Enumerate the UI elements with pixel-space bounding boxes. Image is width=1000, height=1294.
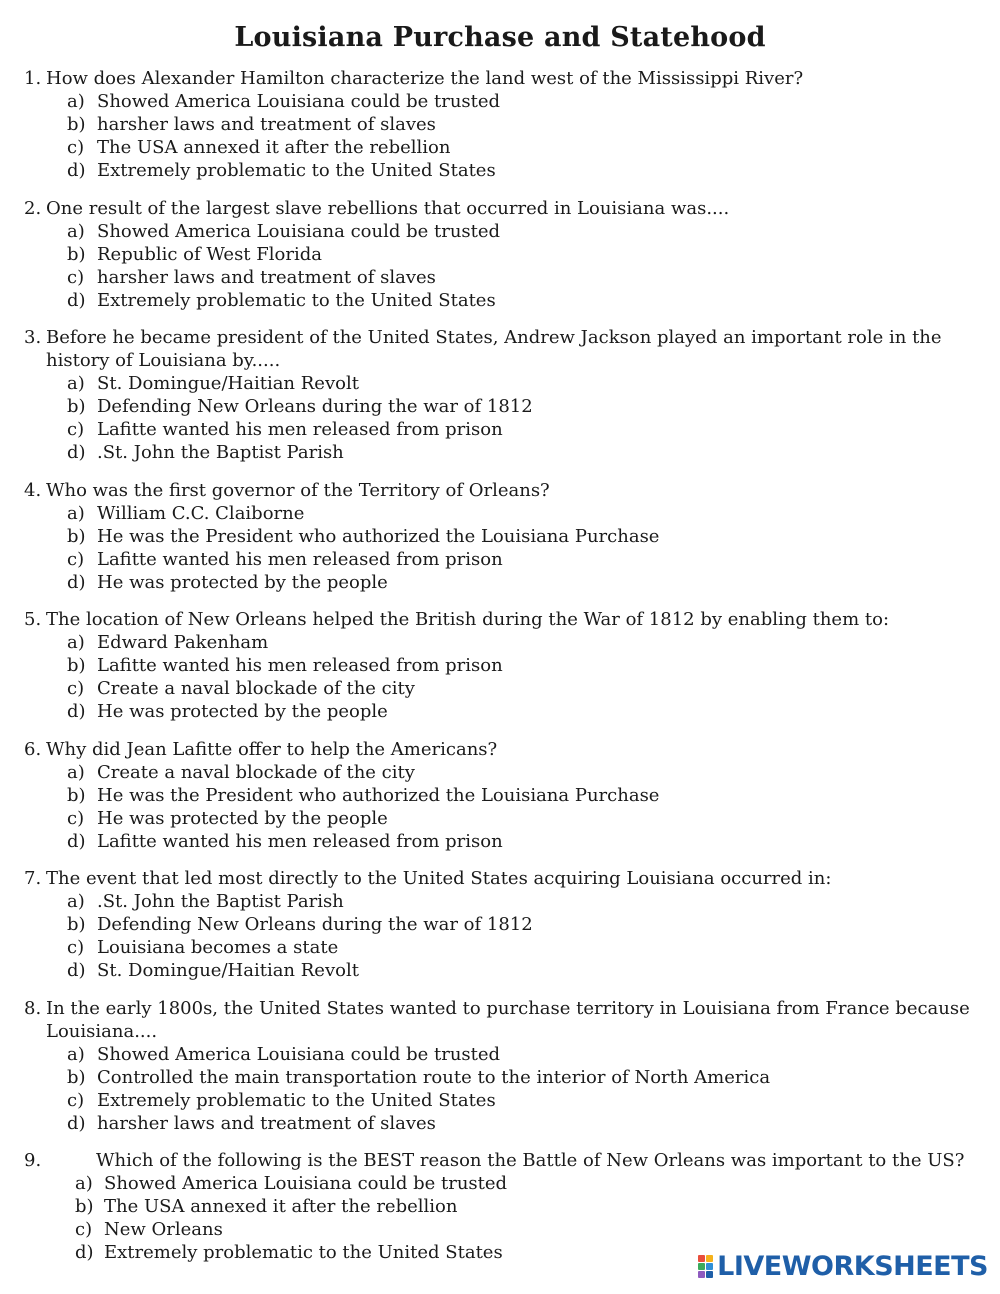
option-letter: d) (67, 289, 86, 311)
option-text: He was the President who authorized the Louisiana Purchase (97, 525, 660, 547)
option-text: Controlled the main transportation route to the interior of North America (97, 1066, 771, 1088)
question-number: 1. (24, 68, 42, 89)
option-text: Create a naval blockade of the city (97, 678, 415, 699)
answer-option (24, 700, 974, 723)
option-letter: d) (67, 571, 86, 593)
option-letter: d) (67, 442, 86, 463)
question-number: 6. (24, 738, 42, 760)
question-stem: The location of New Orleans helped the British during the War of 1812 by enabling them to: (46, 609, 890, 630)
answer-option (24, 913, 974, 936)
answer-option (24, 1066, 974, 1089)
option-letter: d) (75, 1242, 94, 1263)
option-text: Defending New Orleans during the war of 1812 (97, 914, 533, 935)
answer-option (24, 677, 974, 700)
question-text (24, 608, 974, 631)
option-text: harsher laws and treatment of slaves (97, 114, 436, 135)
question-stem: Who was the first governor of the Territory of Orleans? (46, 479, 550, 501)
option-letter: b) (67, 114, 86, 135)
answer-option (24, 90, 974, 113)
option-letter: d) (67, 960, 86, 981)
option-text: Showed America Louisiana could be trusted (97, 1043, 501, 1065)
question-number: 5. (24, 609, 42, 630)
answer-option (24, 136, 974, 159)
option-letter: d) (67, 701, 86, 722)
answer-option (24, 1172, 974, 1195)
option-letter: b) (67, 655, 86, 676)
option-text: The USA annexed it after the rebellion (97, 137, 451, 158)
option-text: harsher laws and treatment of slaves (97, 266, 436, 288)
option-letter: a) (67, 891, 85, 912)
answer-options (24, 1043, 974, 1135)
answer-option (24, 807, 974, 830)
option-letter: b) (67, 396, 86, 417)
option-letter: a) (67, 91, 85, 112)
option-letter: c) (67, 1089, 85, 1111)
option-letter: c) (67, 266, 85, 288)
question-1 (24, 67, 974, 182)
answer-option (24, 1089, 974, 1112)
option-text: He was protected by the people (97, 807, 388, 829)
option-text: Extremely problematic to the United States (97, 289, 496, 311)
option-letter: d) (67, 830, 86, 852)
question-list (24, 67, 974, 1279)
answer-options (24, 761, 974, 853)
option-text: Extremely problematic to the United States (104, 1242, 503, 1263)
answer-option (24, 502, 974, 525)
answer-options (24, 631, 974, 723)
question-number: 8. (24, 997, 42, 1019)
option-text: Lafitte wanted his men released from prison (97, 548, 503, 570)
page-title: Louisiana Purchase and Statehood (234, 22, 766, 53)
option-letter: c) (67, 548, 85, 570)
answer-option (24, 372, 974, 395)
option-text: He was the President who authorized the Louisiana Purchase (97, 784, 660, 806)
liveworksheets-logo (698, 1252, 988, 1280)
answer-option (24, 243, 974, 266)
option-letter: d) (67, 160, 86, 181)
option-text: He was protected by the people (97, 701, 388, 722)
answer-options (24, 90, 974, 182)
answer-option (24, 418, 974, 441)
question-text (24, 67, 974, 90)
option-text: Louisiana becomes a state (97, 937, 339, 958)
question-6 (24, 738, 974, 853)
answer-option (24, 654, 974, 677)
answer-option (24, 1043, 974, 1066)
question-text (24, 1149, 974, 1172)
answer-option (24, 784, 974, 807)
answer-option (24, 761, 974, 784)
option-text: Defending New Orleans during the war of 1812 (97, 396, 533, 417)
question-5 (24, 608, 974, 723)
question-number: 7. (24, 868, 42, 889)
answer-option (24, 936, 974, 959)
question-8 (24, 997, 974, 1135)
option-letter: c) (67, 678, 85, 699)
option-text: Lafitte wanted his men released from prison (97, 655, 503, 676)
question-stem: The event that led most directly to the United States acquiring Louisiana occurred in: (46, 868, 832, 889)
answer-options (24, 890, 974, 982)
question-2 (24, 197, 974, 312)
answer-option (24, 266, 974, 289)
option-text: William C.C. Claiborne (97, 502, 305, 524)
answer-option (24, 159, 974, 182)
option-letter: c) (67, 937, 85, 958)
question-number: 9. (24, 1150, 42, 1171)
liveworksheets-logo-text: LIVEWORKSHEETS (717, 1250, 988, 1282)
option-letter: b) (67, 914, 86, 935)
option-text: Extremely problematic to the United States (97, 1089, 496, 1111)
question-text (24, 326, 974, 372)
question-number: 2. (24, 197, 42, 219)
question-stem: Why did Jean Lafitte offer to help the Americans? (46, 738, 498, 760)
option-letter: c) (75, 1219, 93, 1240)
question-number: 4. (24, 479, 42, 501)
option-letter: a) (75, 1173, 93, 1194)
option-text: harsher laws and treatment of slaves (97, 1112, 436, 1134)
question-9 (24, 1149, 974, 1264)
question-7 (24, 867, 974, 982)
option-letter: b) (67, 784, 86, 806)
answer-option (24, 959, 974, 982)
option-text: Create a naval blockade of the city (97, 761, 415, 783)
answer-option (24, 548, 974, 571)
question-text (24, 738, 974, 761)
question-number: 3. (24, 327, 42, 348)
option-text: Lafitte wanted his men released from prison (97, 419, 503, 440)
answer-option (24, 830, 974, 853)
question-stem: Before he became president of the United States, Andrew Jackson played an important role in the history of Louisiana by..... (46, 327, 942, 371)
option-letter: a) (67, 632, 85, 653)
option-text: St. Domingue/Haitian Revolt (97, 373, 359, 394)
option-text: Showed America Louisiana could be trusted (97, 91, 501, 112)
option-letter: a) (67, 1043, 85, 1065)
option-letter: a) (67, 761, 85, 783)
question-3 (24, 326, 974, 464)
option-letter: c) (67, 807, 85, 829)
question-text (24, 997, 974, 1043)
option-text: Edward Pakenham (97, 632, 269, 653)
answer-option (24, 525, 974, 548)
option-text: St. Domingue/Haitian Revolt (97, 960, 359, 981)
option-text: Extremely problematic to the United States (97, 160, 496, 181)
answer-option (24, 631, 974, 654)
answer-option (24, 113, 974, 136)
answer-options (24, 372, 974, 464)
option-text: Lafitte wanted his men released from prison (97, 830, 503, 852)
question-text (24, 867, 974, 890)
option-letter: b) (67, 1066, 86, 1088)
answer-option (24, 441, 974, 464)
question-stem: In the early 1800s, the United States wanted to purchase territory in Louisiana from France because Louisiana.... (46, 997, 970, 1042)
answer-option (24, 1218, 974, 1241)
answer-options (24, 220, 974, 312)
option-text: .St. John the Baptist Parish (97, 891, 344, 912)
answer-option (24, 395, 974, 418)
option-letter: a) (67, 502, 85, 524)
option-text: New Orleans (104, 1219, 223, 1240)
option-letter: a) (67, 373, 85, 394)
answer-option (24, 890, 974, 913)
option-text: Showed America Louisiana could be trusted (97, 220, 501, 242)
option-letter: d) (67, 1112, 86, 1134)
option-letter: a) (67, 220, 85, 242)
option-text: .St. John the Baptist Parish (97, 442, 344, 463)
question-stem: Which of the following is the BEST reason the Battle of New Orleans was important to the US? (96, 1150, 965, 1171)
option-letter: c) (67, 419, 85, 440)
question-stem: How does Alexander Hamilton characterize the land west of the Mississippi River? (46, 68, 804, 89)
answer-options (24, 502, 974, 594)
question-text (24, 479, 974, 502)
option-text: Republic of West Florida (97, 243, 322, 265)
question-stem: One result of the largest slave rebellions that occurred in Louisiana was.... (46, 197, 730, 219)
answer-option (24, 220, 974, 243)
answer-option (24, 1112, 974, 1135)
option-letter: b) (67, 243, 86, 265)
option-text: Showed America Louisiana could be trusted (104, 1173, 508, 1194)
option-text: He was protected by the people (97, 571, 388, 593)
option-text: The USA annexed it after the rebellion (104, 1196, 458, 1217)
answer-option (24, 1195, 974, 1218)
question-4 (24, 479, 974, 594)
question-text (24, 197, 974, 220)
option-letter: b) (75, 1196, 94, 1217)
answer-option (24, 571, 974, 594)
answer-option (24, 289, 974, 312)
liveworksheets-logo-icon (698, 1255, 713, 1278)
option-letter: c) (67, 137, 85, 158)
option-letter: b) (67, 525, 86, 547)
